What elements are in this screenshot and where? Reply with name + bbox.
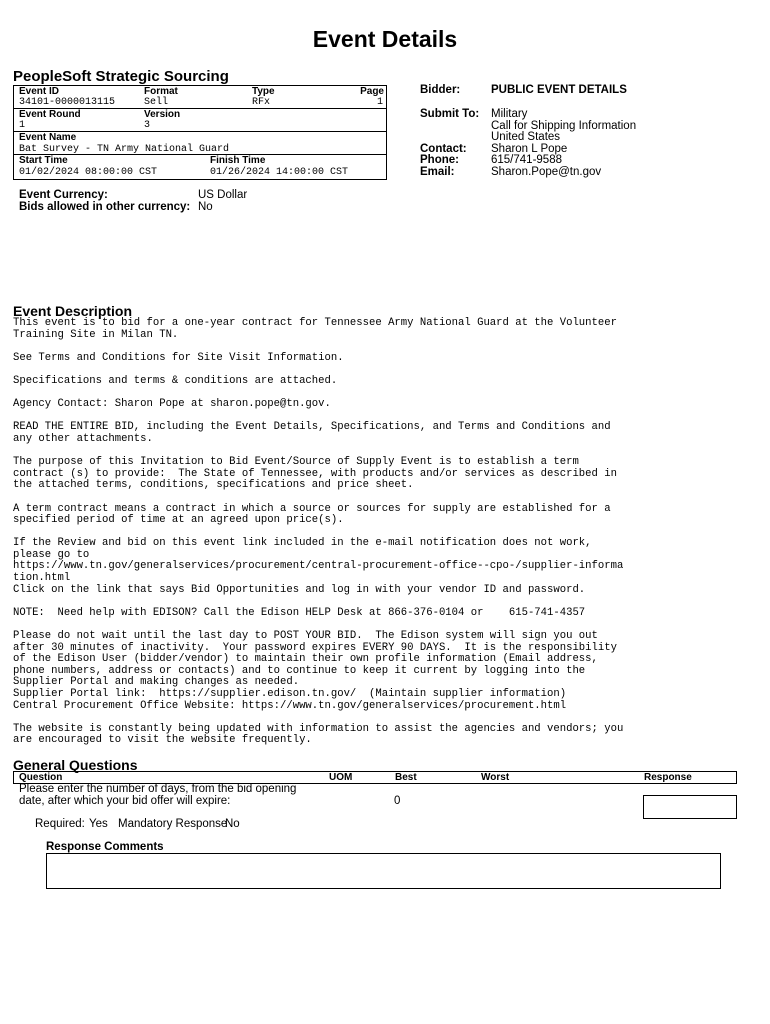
event-description-heading: Event Description xyxy=(13,303,133,319)
best-value: 0 xyxy=(394,795,401,807)
required-value: Yes xyxy=(89,818,108,830)
submit-to-line: Military xyxy=(491,108,528,120)
column-response: Response xyxy=(644,772,692,783)
start-time-value: 01/02/2024 08:00:00 CST xyxy=(19,167,158,178)
question-text-line: Please enter the number of days, from the bid opening xyxy=(19,783,297,795)
mandatory-label: Mandatory Response xyxy=(118,818,228,830)
column-uom: UOM xyxy=(329,772,353,783)
finish-time-label: Finish Time xyxy=(210,155,266,166)
event-name-value: Bat Survey - TN Army National Guard xyxy=(19,144,230,155)
contact-label: Contact: xyxy=(420,143,467,155)
phone-label: Phone: xyxy=(420,154,459,166)
event-name-label: Event Name xyxy=(19,132,77,143)
event-id-label: Event ID xyxy=(19,86,60,97)
submit-to-line: Call for Shipping Information xyxy=(491,120,637,132)
response-comments-label: Response Comments xyxy=(46,841,164,853)
bidder-label: Bidder: xyxy=(420,84,461,96)
page-label: Page xyxy=(360,86,384,97)
currency-label: Event Currency: xyxy=(19,189,108,201)
currency-value: US Dollar xyxy=(198,189,248,201)
email-value: Sharon.Pope@tn.gov xyxy=(491,166,602,178)
contact-value: Sharon L Pope xyxy=(491,143,568,155)
column-best: Best xyxy=(395,772,417,783)
email-label: Email: xyxy=(420,166,455,178)
general-questions-heading: General Questions xyxy=(13,757,138,773)
other-currency-label: Bids allowed in other currency: xyxy=(19,201,191,213)
required-label: Required: xyxy=(35,818,85,830)
org-name: PeopleSoft Strategic Sourcing xyxy=(13,68,229,85)
submit-to-line: United States xyxy=(491,131,561,143)
version-value: 3 xyxy=(144,120,151,131)
bidder-value: PUBLIC EVENT DETAILS xyxy=(491,84,627,96)
submit-to-label: Submit To: xyxy=(420,108,480,120)
format-label: Format xyxy=(144,86,178,97)
page-title: Event Details xyxy=(312,26,458,52)
question-text-line: date, after which your bid offer will expire: xyxy=(19,795,231,807)
column-worst: Worst xyxy=(481,772,510,783)
type-label: Type xyxy=(252,86,275,97)
response-input[interactable] xyxy=(643,795,737,819)
finish-time-value: 01/26/2024 14:00:00 CST xyxy=(210,167,349,178)
other-currency-value: No xyxy=(198,201,213,213)
phone-value: 615/741-9588 xyxy=(491,154,562,166)
page-value: 1 xyxy=(376,97,383,108)
mandatory-value: No xyxy=(225,818,240,830)
column-question: Question xyxy=(19,772,63,783)
format-value: Sell xyxy=(144,97,169,108)
response-comments-input[interactable] xyxy=(46,853,721,889)
event-id-value: 34101-0000013115 xyxy=(19,97,116,108)
version-label: Version xyxy=(144,109,181,120)
event-round-value: 1 xyxy=(19,120,26,131)
type-value: RFx xyxy=(252,97,271,108)
event-header-box xyxy=(13,85,387,180)
event-round-label: Event Round xyxy=(19,109,81,120)
event-description-text: This event is to bid for a one-year contract for Tennessee Army National Guard at the Volunteer Training Site in Milan TN. See Terms and Conditions for Site Visit Information. Specifications and terms & conditions are attached. Agency Contact: Sharon Pope at sharon.pope@tn.gov. READ THE ENTIRE BID, including the Event Details, Specifications, and Terms and Conditions and any other attachments. The purpose of this Invitation to Bid Event/Source of Supply Event is to establish a term contract (s) to provide: The State of Tennessee, with products and/or services as described in the attached terms, conditions, specifications and price sheet. A term contract means a contract in which a source or sources for supply are established for a specified period of time at an agreed upon price(s). If the Review and bid on this event link included in the e-mail notification does not work, please go to https://www.tn.gov/generalservices/procurement/central-procurement-office--cpo-/supplier-informa tion.html Click on the link that says Bid Opportunities and log in with your vendor ID and password. NOTE: Need help with EDISON? Call the Edison HELP Desk at 866-376-0104 or 615-741-4357 Please do not wait until the last day to POST YOUR BID. The Edison system will sign you out after 30 minutes of inactivity. Your password expires EVERY 90 DAYS. It is the responsibility of the Edison User (bidder/vendor) to maintain their own profile information (Email address, phone numbers, address or contacts) and to continue to keep it current by logging into the Supplier Portal and making changes as needed. Supplier Portal link: https://supplier.edison.tn.gov/ (Maintain supplier information) Central Procurement Office Website: https://www.tn.gov/generalservices/procurement.html The website is constantly being updated with information to assist the agencies and vendors; you are encouraged to visit the website frequently. xyxy=(13,317,624,747)
start-time-label: Start Time xyxy=(19,155,68,166)
